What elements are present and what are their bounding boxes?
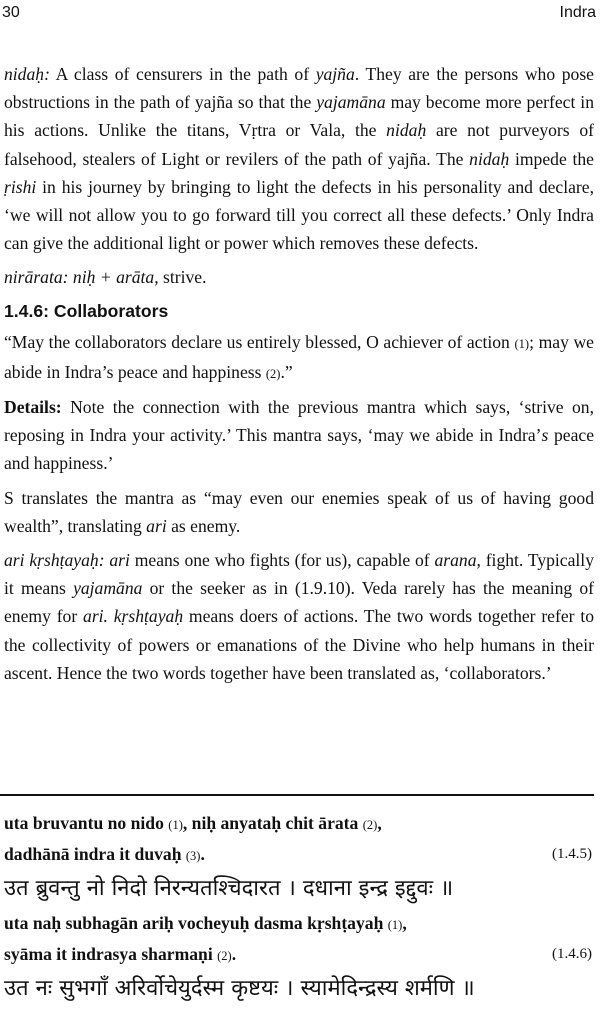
verse-2-line-2: syāma it indrasya sharmaṇi (2). (1.4.6) [4,939,594,970]
ari-term: ari kṛshṭayaḥ: ari [4,550,130,571]
details-paragraph: Details: Note the connection with the previous mantra which says, ‘strive on, reposing in Indra your activity.’ This mantra says, ‘may we abide in Indra’s peace and happiness.’ [4,397,595,474]
section-divider [0,794,594,796]
verse-2-line-1: uta naḥ subhagān ariḥ vocheyuḥ dasma kṛshṭayaḥ (1), [4,913,407,933]
verse-1-line-2: dadhānā indra it duvaḥ (3). (1.4.5) [4,839,594,870]
nidah-term: nidaḥ: [4,64,50,84]
s-translation-paragraph: S translates the mantra as “may even our enemies speak of us of having good wealth”, translating ari as enemy. [4,487,594,536]
details-label: Details: [4,397,62,418]
ari-paragraph: ari kṛshṭayaḥ: ari means one who fights (for us), capable of arana, fight. Typically it means yajamāna or the seeker as in (1.9.10). Veda rarely has the meaning of enemy for ari. kṛshṭayaḥ means doers of actions. The two words together refer to the collectivity of powers or emanations of the Divine who help humans in their ascent. Hence the two words together have been translated as, ‘collaborators.’ [4,550,595,683]
section-heading: 1.4.6: Collaborators [4,300,169,321]
page-header [0,0,600,26]
page-number: 30 [2,4,20,21]
nirarata-paragraph: nirārata: niḥ + arāta, strive. [4,267,207,288]
nirarata-term: nirārata: niḥ + arāta, [4,267,159,288]
verse-1-line-1: uta bruvantu no nido (1), niḥ anyataḥ chit ārata (2), [4,813,382,833]
verse-1-devanagari: उत ब्रुवन्तु नो निदो निरन्यतश्चिदारत । दधाना इन्द्र इद्दुवः ॥ [4,876,454,901]
verse-1-reference: (1.4.5) [552,846,592,862]
verse-2-devanagari: उत नः सुभगाँ अरिर्वोचेयुर्दस्म कृष्टयः । स्यामेदिन्द्रस्य शर्मणि ॥ [4,976,475,1001]
nidah-paragraph: nidaḥ: A class of censurers in the path of yajña. They are the persons who pose obstructions in the path of yajña so that the yajamāna may become more perfect in his actions. Unlike the titans, Vṛtra or Vala, the nidaḥ are not purveyors of falsehood, stealers of Light or revilers of the path of yajña. The nidaḥ impede the ṛishi in his journey by bringing to light the defects in his personality and declare, ‘we will not allow you to go forward till you correct all these defects.’ Only Indra can give the additional light or power which removes these defects. [4,64,594,254]
verse-2-reference: (1.4.6) [552,946,592,962]
body-text [4,60,594,693]
running-head: Indra [559,4,596,21]
verses-block [4,808,594,1008]
mantra-translation: “May the collaborators declare us entirely blessed, O achiever of action (1); may we abide in Indra’s peace and happiness (2).” [4,331,594,382]
